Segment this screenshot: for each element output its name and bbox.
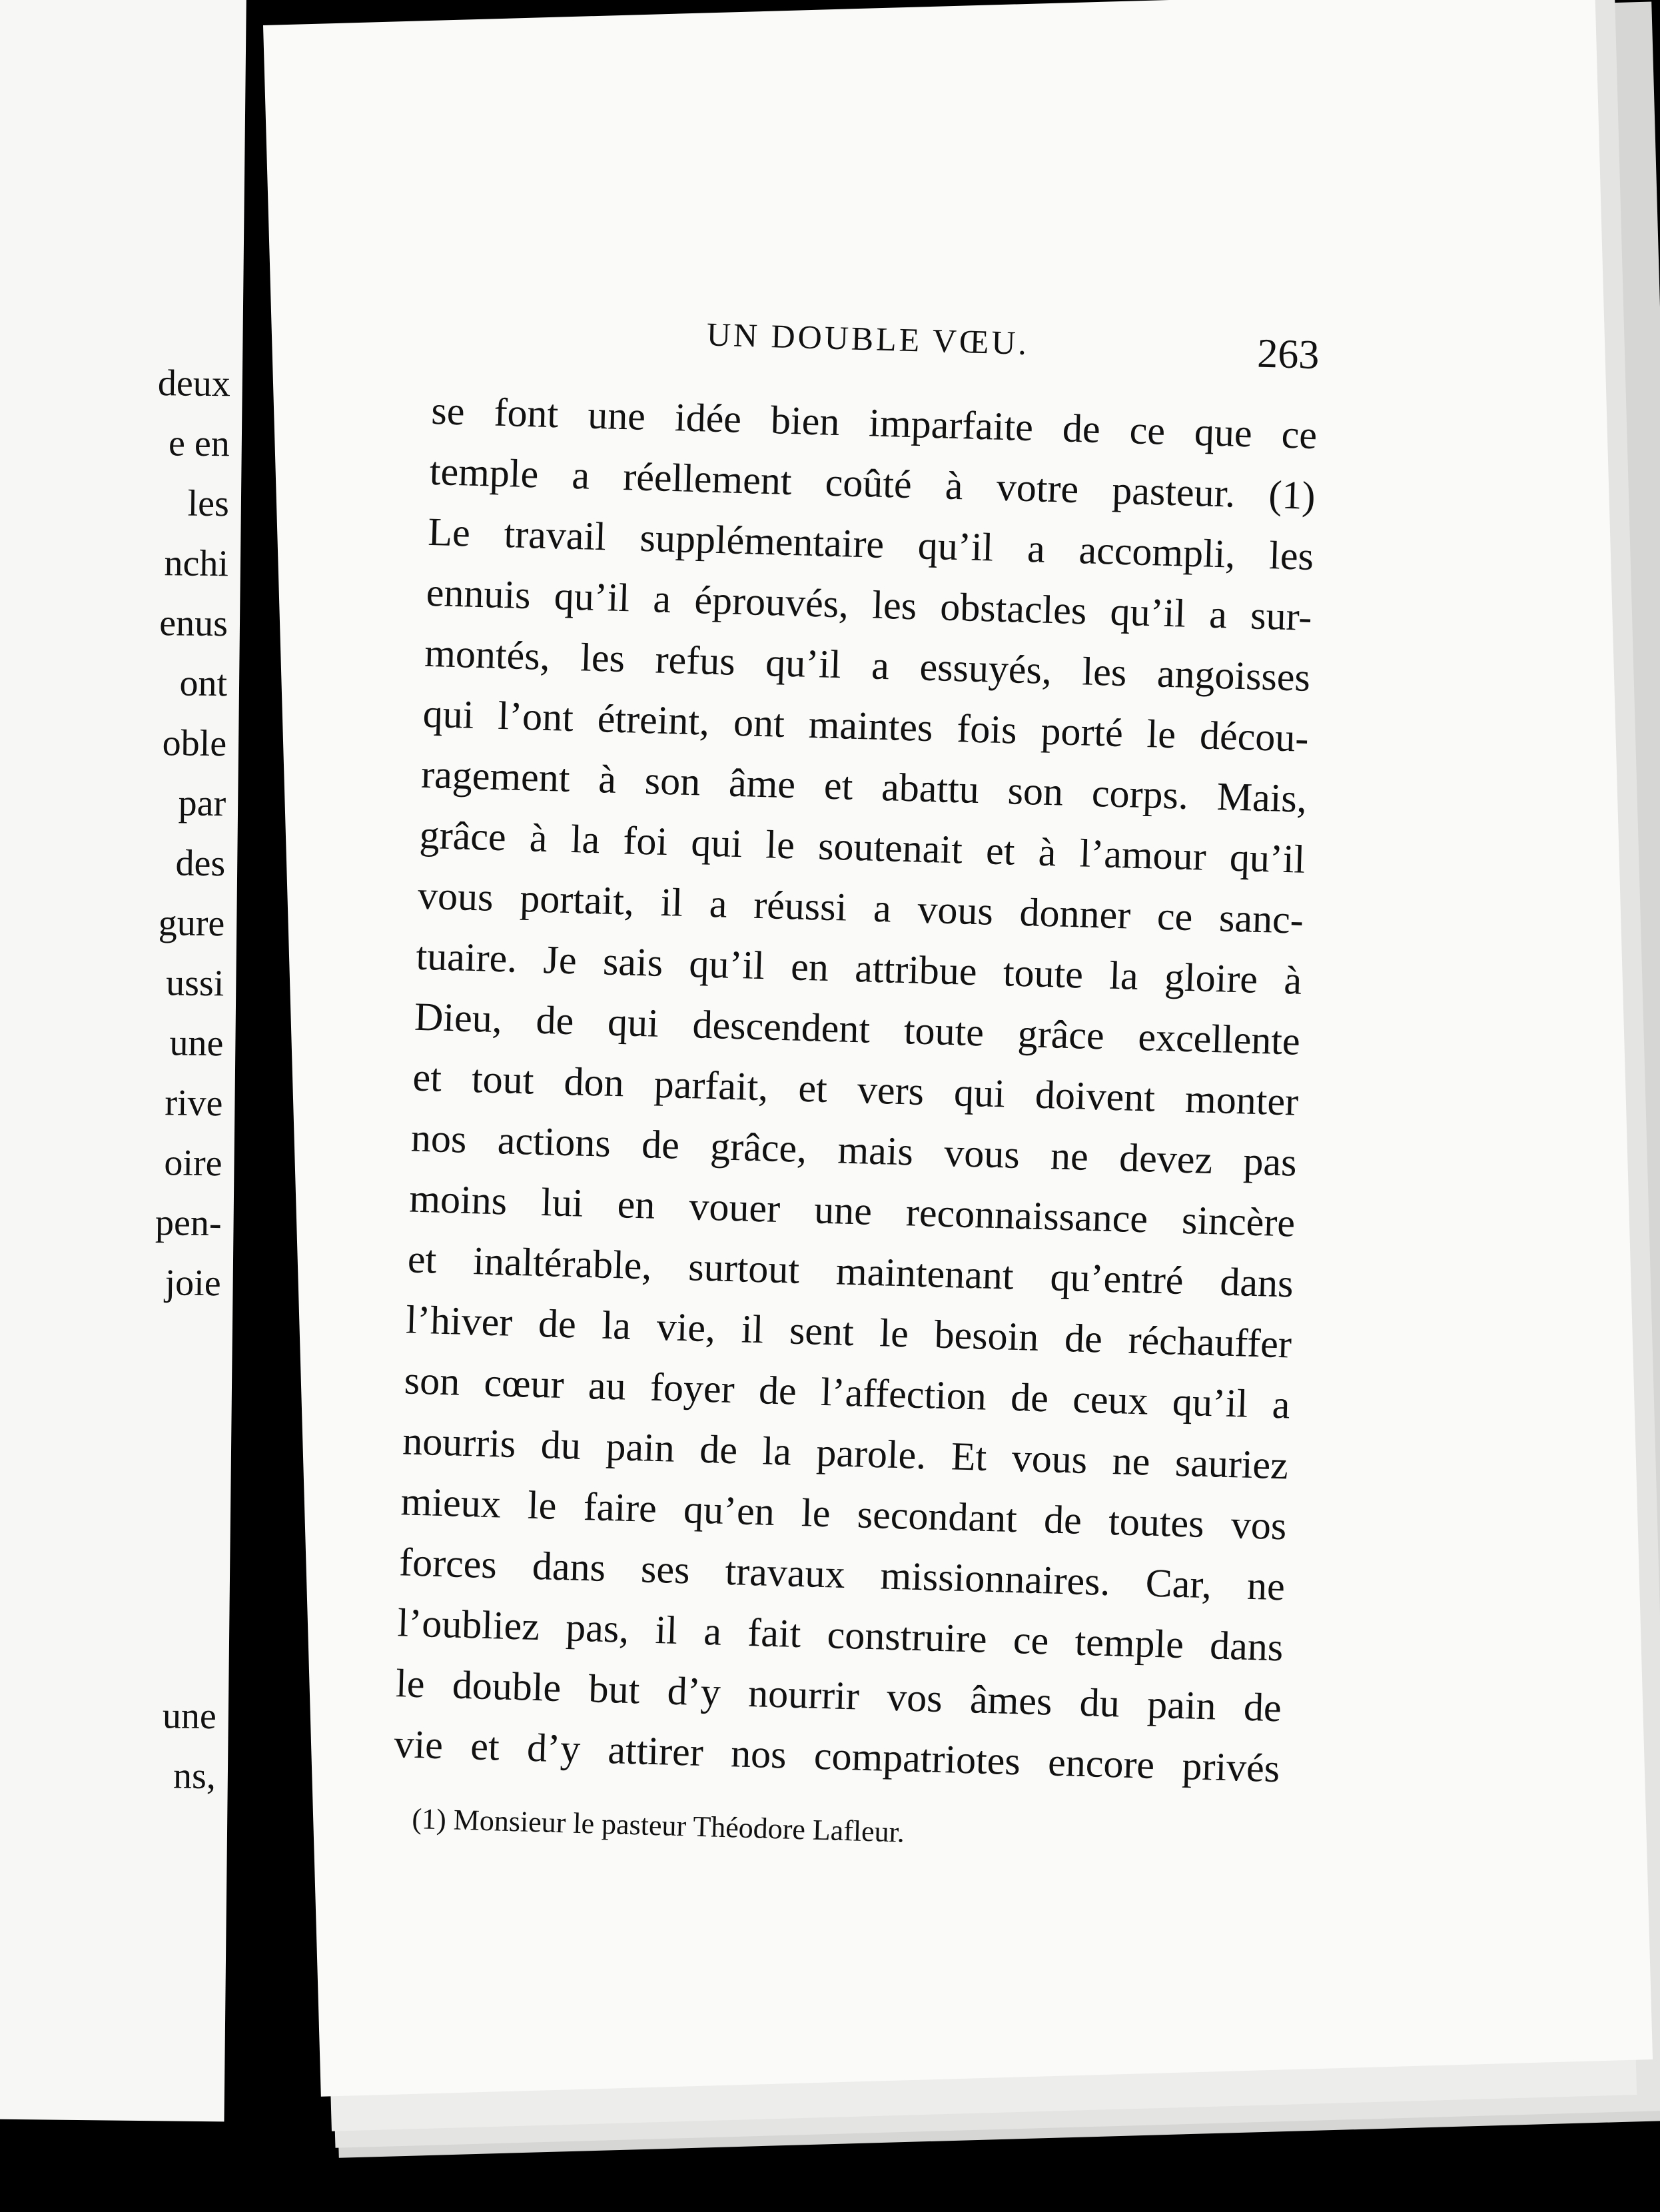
text-line: et tout don parfait, et vers qui doivent monter xyxy=(412,1055,1300,1124)
left-page-fragment: rive xyxy=(165,1082,223,1125)
right-page xyxy=(263,0,1653,2097)
left-page-fragment: des xyxy=(175,842,226,885)
text-line: se font une idée bien imparfaite de ce que ce xyxy=(430,388,1318,458)
text-line: mieux le faire qu’en le secondant de toutes vos xyxy=(400,1479,1288,1548)
left-page-fragment: enus xyxy=(159,602,228,645)
text-line: qui l’ont étreint, ont maintes fois porté le décou- xyxy=(422,691,1310,760)
text-line: Le travail supplémentaire qu’il a accompli, les xyxy=(427,509,1314,578)
text-line: moins lui en vouer une reconnaissance sincère xyxy=(408,1176,1296,1245)
text-line: le double but d’y nourrir vos âmes du pain de xyxy=(395,1661,1282,1730)
body-text xyxy=(393,380,1318,1799)
page-number: 263 xyxy=(1256,330,1320,378)
text-line: l’oubliez pas, il a fait construire ce temple dans xyxy=(396,1600,1284,1670)
left-page-fragment: pen- xyxy=(155,1202,222,1245)
left-page-fragment: ns, xyxy=(173,1755,216,1798)
text-line: ennuis qu’il a éprouvés, les obstacles qu’il a sur- xyxy=(426,570,1313,639)
text-line: l’hiver de la vie, il sent le besoin de réchauffer xyxy=(405,1297,1292,1367)
text-line: vous portait, il a réussi a vous donner ce sanc- xyxy=(417,873,1304,942)
text-line: ragement à son âme et abattu son corps. Mais, xyxy=(420,752,1308,821)
left-page-fragment: une xyxy=(162,1695,217,1738)
text-line: vie et d’y attirer nos compatriotes encore privés xyxy=(393,1722,1281,1791)
running-title: UN DOUBLE VŒU. xyxy=(706,315,1030,362)
left-page xyxy=(0,0,246,2121)
text-line: nos actions de grâce, mais vous ne devez pas xyxy=(410,1115,1298,1185)
left-page-fragment: oble xyxy=(162,722,227,765)
left-page-fragment: e en xyxy=(168,422,230,465)
left-page-fragment: ont xyxy=(179,662,228,705)
text-line: nourris du pain de la parole. Et vous ne sauriez xyxy=(402,1418,1289,1488)
left-page-fragment: par xyxy=(178,782,226,825)
left-page-fragment: une xyxy=(169,1022,224,1065)
left-page-fragment: nchi xyxy=(164,542,229,585)
left-page-fragment: ussi xyxy=(165,962,224,1005)
text-line: grâce à la foi qui le soutenait et à l’amour qu’il xyxy=(418,812,1306,881)
text-line: son cœur au foyer de l’affection de ceux qu’il a xyxy=(404,1358,1291,1427)
text-line: montés, les refus qu’il a essuyés, les angoisses xyxy=(424,630,1311,700)
left-page-fragment: les xyxy=(187,482,230,525)
footnote: (1) Monsieur le pasteur Théodore Lafleur. xyxy=(411,1802,905,1849)
left-page-fragment: gure xyxy=(158,902,225,945)
page-text-block xyxy=(392,307,1320,1860)
left-page-fragment: oire xyxy=(164,1142,222,1185)
text-line: forces dans ses travaux missionnaires. Car, ne xyxy=(398,1540,1286,1609)
left-page-fragment: deux xyxy=(157,362,231,405)
text-line: et inaltérable, surtout maintenant qu’entré dans xyxy=(407,1237,1294,1306)
text-line: Dieu, de qui descendent toute grâce excellente xyxy=(414,994,1301,1063)
left-page-fragment: joie xyxy=(165,1262,221,1305)
text-line: temple a réellement coûté à votre pasteur. (1) xyxy=(429,448,1316,518)
text-line: tuaire. Je sais qu’il en attribue toute la gloire à xyxy=(415,933,1303,1003)
